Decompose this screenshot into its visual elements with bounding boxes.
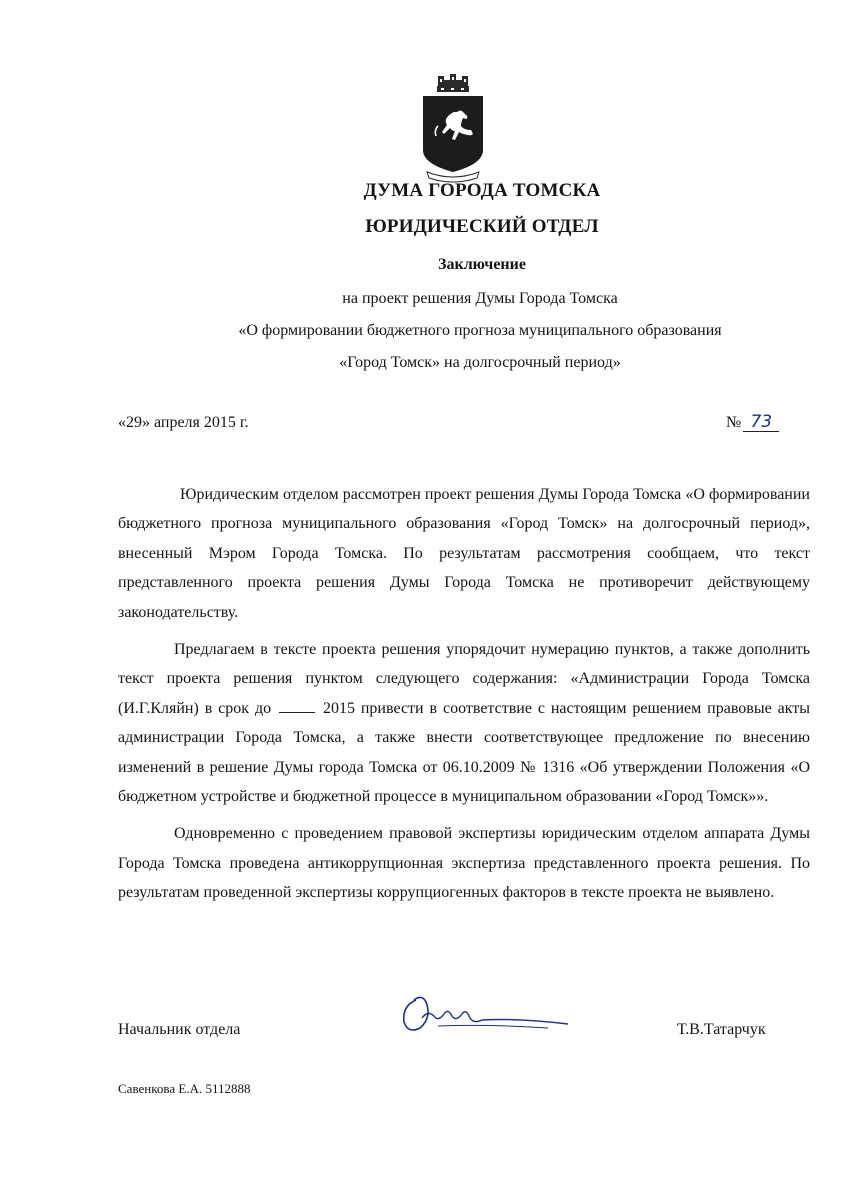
subject-line-3: «Город Томск» на долгосрочный период»: [339, 354, 621, 371]
executor-contact: Савенкова Е.А. 5112888: [118, 1081, 251, 1096]
signer-position: Начальник отдела: [118, 1021, 241, 1038]
department-name: ЮРИДИЧЕСКИЙ ОТДЕЛ: [365, 216, 599, 237]
handwritten-signature-icon: [398, 988, 573, 1040]
document-body: [118, 480, 810, 916]
organization-name: ДУМА ГОРОДА ТОМСКА: [363, 180, 601, 201]
paragraph-1: Юридическим отделом рассмотрен проект решения Думы Города Томска «О формировании бюджетного прогноза муниципального образования «Город Томск» на долгосрочный период», внесенный Мэром Города Томска. По результатам рассмотрения сообщаем, что текст представленного проекта решения Думы Города Томска не противоречит действующему законодательству.: [118, 486, 810, 621]
paragraph-2-part-2: 2015 привести в соответствие с настоящим решением правовые акты администрации Города Томска, а также внести соответствующее предложение по внесению изменений в решение Думы города Томска от 06.10.2009 № 1316 «Об утверждении Положения «О бюджетном устройстве и бюджетной процессе в муниципальном образовании «Город Томск»».: [118, 699, 811, 806]
paragraph-2-part-1: Предлагаем в тексте проекта решения упорядочит нумерацию пунктов, а также дополнить текст проекта решения пунктом следующего содержания: «Администрации Города Томска (И.Г.Кляйн) в срок до: [118, 641, 810, 717]
number-value: 73: [743, 415, 779, 432]
subject-line-1: на проект решения Думы Города Томска: [342, 290, 618, 307]
document-date: «29» апреля 2015 г.: [118, 414, 249, 431]
signer-name: Т.В.Татарчук: [677, 1021, 766, 1038]
paragraph-3: Одновременно с проведением правовой экспертизы юридическим отделом аппарата Думы Города Томска проведена антикоррупционная экспертиза представленного проекта решения. По результатам проведенной экспертизы коррупциогенных факторов в тексте проекта не выявлено.: [118, 825, 810, 902]
document-number: [726, 414, 786, 432]
document-title: Заключение: [438, 256, 526, 273]
blank-date-field: [279, 698, 315, 713]
paragraph-2: [118, 635, 810, 811]
tomsk-coat-of-arms-icon: [417, 72, 489, 184]
number-sign: №: [726, 414, 742, 431]
subject-line-2: «О формировании бюджетного прогноза муниципального образования: [238, 322, 722, 339]
